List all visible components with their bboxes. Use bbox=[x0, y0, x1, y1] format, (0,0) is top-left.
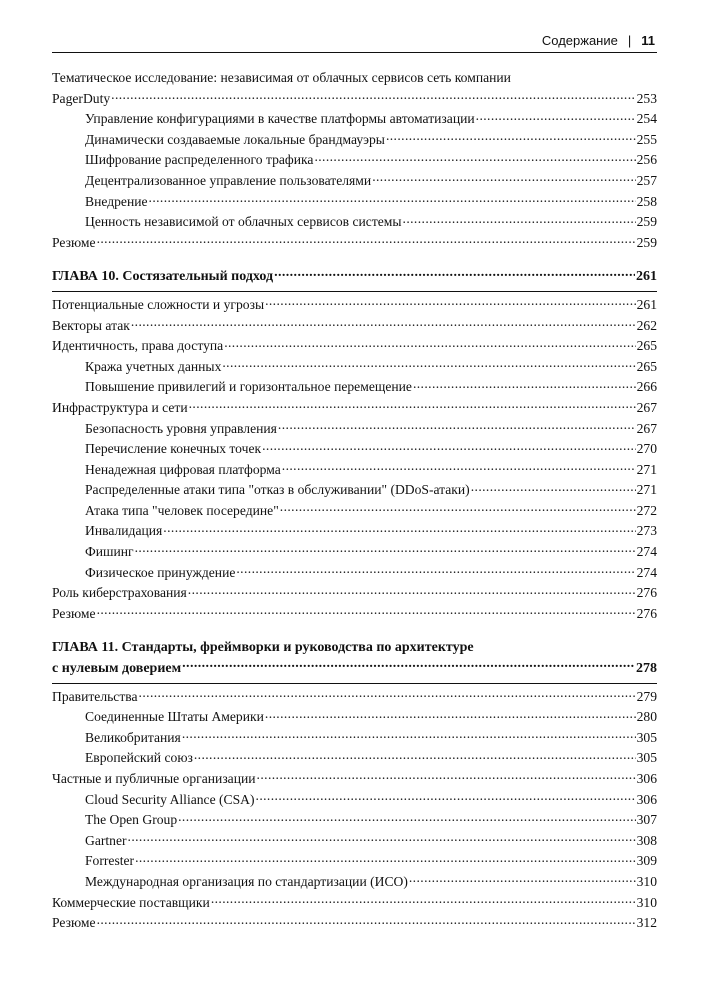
toc-entry-title: Идентичность, права доступа bbox=[52, 338, 224, 354]
leader-dots bbox=[188, 585, 636, 597]
toc-entry[interactable] bbox=[52, 212, 657, 233]
toc-page-number: 270 bbox=[636, 441, 657, 457]
toc-entry[interactable] bbox=[52, 810, 657, 831]
toc-entry[interactable] bbox=[52, 398, 657, 419]
leader-dots bbox=[194, 750, 636, 762]
leader-dots bbox=[403, 214, 636, 226]
toc-page-number: 265 bbox=[636, 338, 657, 354]
toc-entry[interactable] bbox=[52, 872, 657, 893]
toc-entry[interactable] bbox=[52, 769, 657, 790]
toc-entry-title: Распределенные атаки типа "отказ в обслуживании" (DDoS-атаки) bbox=[85, 482, 470, 498]
toc-entry[interactable] bbox=[52, 377, 657, 398]
toc-page-number: 267 bbox=[636, 420, 657, 436]
toc-entry[interactable] bbox=[52, 790, 657, 811]
toc-entry-title: Международная организация по стандартизации (ИСО) bbox=[85, 873, 408, 889]
toc-entry-title: Внедрение bbox=[85, 193, 148, 209]
toc-entry[interactable] bbox=[52, 542, 657, 563]
leader-dots bbox=[211, 895, 636, 907]
toc-page-number: 273 bbox=[636, 523, 657, 539]
toc-entry[interactable] bbox=[52, 316, 657, 337]
leader-dots bbox=[182, 660, 635, 672]
toc-entry-title: Соединенные Штаты Америки bbox=[85, 709, 264, 725]
leader-dots bbox=[135, 544, 636, 556]
toc-entry[interactable] bbox=[52, 109, 657, 130]
toc-entry-title: Инфраструктура и сети bbox=[52, 399, 188, 415]
toc-entry-title: The Open Group bbox=[85, 812, 178, 828]
leader-dots bbox=[471, 482, 636, 494]
leader-dots bbox=[265, 709, 636, 721]
toc-entry-summary[interactable] bbox=[52, 604, 657, 625]
toc-entry[interactable] bbox=[52, 521, 657, 542]
toc-entry[interactable] bbox=[52, 480, 657, 501]
header-separator: | bbox=[627, 33, 632, 48]
toc-page-number: 261 bbox=[636, 296, 657, 312]
leader-dots bbox=[224, 338, 635, 350]
running-header bbox=[52, 32, 657, 53]
toc-page-number: 253 bbox=[636, 90, 657, 106]
leader-dots bbox=[97, 606, 636, 618]
toc-entry-title: Векторы атак bbox=[52, 317, 130, 333]
toc-entry[interactable] bbox=[52, 851, 657, 872]
toc-entry[interactable] bbox=[52, 439, 657, 460]
toc-entry-title: Резюме bbox=[52, 915, 96, 931]
toc-entry[interactable] bbox=[52, 192, 657, 213]
leader-dots bbox=[97, 235, 636, 247]
table-of-contents bbox=[52, 68, 657, 934]
toc-page-number: 306 bbox=[636, 791, 657, 807]
leader-dots bbox=[149, 194, 636, 206]
toc-chapter-11[interactable] bbox=[52, 659, 657, 680]
toc-page-number: 256 bbox=[636, 152, 657, 168]
toc-entry-title: Роль киберстрахования bbox=[52, 585, 187, 601]
toc-entry[interactable] bbox=[52, 707, 657, 728]
leader-dots bbox=[182, 730, 636, 742]
leader-dots bbox=[278, 421, 636, 433]
toc-entry[interactable] bbox=[52, 130, 657, 151]
toc-page-number: 309 bbox=[636, 853, 657, 869]
toc-entry-title: Децентрализованное управление пользователями bbox=[85, 172, 372, 188]
leader-dots bbox=[111, 91, 635, 103]
toc-page-number: 305 bbox=[636, 729, 657, 745]
leader-dots bbox=[274, 268, 635, 280]
toc-entry-title: Фишинг bbox=[85, 544, 134, 560]
toc-entry[interactable] bbox=[52, 563, 657, 584]
toc-entry-title: Европейский союз bbox=[85, 750, 193, 766]
chapter-11-title-line1: ГЛАВА 11. Стандарты, фреймворки и руководства по архитектуре bbox=[52, 640, 474, 656]
toc-entry-title: Безопасность уровня управления bbox=[85, 420, 277, 436]
toc-entry-summary[interactable] bbox=[52, 233, 657, 254]
toc-entry[interactable] bbox=[52, 419, 657, 440]
toc-page-number: 255 bbox=[636, 131, 657, 147]
toc-page-number: 262 bbox=[636, 317, 657, 333]
toc-page-number: 259 bbox=[636, 214, 657, 230]
toc-page-number: 274 bbox=[636, 544, 657, 560]
toc-entry[interactable] bbox=[52, 336, 657, 357]
leader-dots bbox=[314, 152, 635, 164]
toc-chapter-10[interactable] bbox=[52, 267, 657, 288]
toc-entry-title: Резюме bbox=[52, 605, 96, 621]
toc-page-number: 312 bbox=[636, 915, 657, 931]
toc-entry[interactable] bbox=[52, 831, 657, 852]
chapter-title: с нулевым доверием bbox=[52, 661, 182, 677]
toc-page-number: 274 bbox=[636, 564, 657, 580]
toc-entry[interactable] bbox=[52, 150, 657, 171]
leader-dots bbox=[236, 565, 635, 577]
leader-dots bbox=[372, 173, 635, 185]
toc-entry-title: Gartner bbox=[85, 832, 127, 848]
toc-entry[interactable] bbox=[52, 583, 657, 604]
toc-page-number: 276 bbox=[636, 605, 657, 621]
toc-entry-title: Правительства bbox=[52, 688, 138, 704]
toc-entry-title: PagerDuty bbox=[52, 90, 111, 106]
toc-entry-title: Повышение привилегий и горизонтальное перемещение bbox=[85, 379, 412, 395]
toc-entry-title: Инвалидация bbox=[85, 523, 163, 539]
leader-dots bbox=[139, 689, 636, 701]
leader-dots bbox=[280, 503, 636, 515]
toc-page-number: 279 bbox=[636, 688, 657, 704]
toc-page-number: 259 bbox=[636, 234, 657, 250]
toc-entry-title: Перечисление конечных точек bbox=[85, 441, 262, 457]
toc-entry-title: Forrester bbox=[85, 853, 135, 869]
toc-page-number: 308 bbox=[636, 832, 657, 848]
toc-entry[interactable] bbox=[52, 728, 657, 749]
toc-page-number: 254 bbox=[636, 111, 657, 127]
leader-dots bbox=[476, 111, 636, 123]
toc-entry[interactable] bbox=[52, 171, 657, 192]
toc-page-number: 305 bbox=[636, 750, 657, 766]
toc-page-number: 307 bbox=[636, 812, 657, 828]
toc-entry[interactable] bbox=[52, 357, 657, 378]
toc-entry-summary[interactable] bbox=[52, 913, 657, 934]
toc-entry-title: Ненадежная цифровая платформа bbox=[85, 461, 281, 477]
toc-page-number: 271 bbox=[636, 461, 657, 477]
toc-page-number: 306 bbox=[636, 771, 657, 786]
leader-dots bbox=[256, 792, 636, 804]
toc-entry-title: Коммерческие поставщики bbox=[52, 894, 210, 910]
leader-dots bbox=[413, 379, 636, 391]
toc-entry-title: Управление конфигурациями в качестве платформы автоматизации bbox=[85, 111, 475, 127]
toc-page-number: 310 bbox=[636, 894, 657, 910]
toc-entry[interactable] bbox=[52, 748, 657, 769]
chapter-10-heading-block bbox=[52, 267, 657, 292]
leader-dots bbox=[178, 812, 635, 824]
toc-entry-case-study-line1: Тематическое исследование: независимая от облачных сервисов сеть компании bbox=[52, 70, 511, 85]
toc-entry-title: Потенциальные сложности и угрозы bbox=[52, 296, 265, 312]
toc-page-number: 257 bbox=[636, 172, 657, 188]
toc-entry-title: Шифрование распределенного трафика bbox=[85, 152, 314, 168]
toc-entry-case-study[interactable] bbox=[52, 89, 657, 110]
chapter-page-number: 261 bbox=[636, 269, 657, 285]
toc-entry-title: Ценность независимой от облачных сервисов системы bbox=[85, 214, 402, 230]
chapter-11-heading-block bbox=[52, 638, 657, 683]
toc-page-number: 267 bbox=[636, 399, 657, 415]
toc-entry-title: Великобритания bbox=[85, 729, 181, 745]
leader-dots bbox=[131, 318, 636, 330]
chapter-page-number: 278 bbox=[636, 661, 657, 677]
toc-entry[interactable] bbox=[52, 687, 657, 708]
header-page-number: 11 bbox=[641, 33, 655, 48]
leader-dots bbox=[262, 441, 636, 453]
toc-entry-title: Cloud Security Alliance (CSA) bbox=[85, 791, 255, 807]
toc-entry-title: Кража учетных данных bbox=[85, 358, 222, 374]
toc-page-number: 276 bbox=[636, 585, 657, 601]
leader-dots bbox=[189, 400, 636, 412]
toc-page-number: 265 bbox=[636, 358, 657, 374]
toc-page-number: 280 bbox=[636, 709, 657, 725]
toc-entry-title: Динамически создаваемые локальные брандмауэры bbox=[85, 131, 385, 147]
leader-dots bbox=[386, 132, 636, 144]
leader-dots bbox=[128, 833, 636, 845]
leader-dots bbox=[163, 523, 635, 535]
toc-entry[interactable] bbox=[52, 460, 657, 481]
toc-page-number: 258 bbox=[636, 193, 657, 209]
leader-dots bbox=[222, 359, 635, 371]
leader-dots bbox=[409, 874, 636, 886]
leader-dots bbox=[282, 462, 636, 474]
toc-page-number: 266 bbox=[636, 379, 657, 395]
toc-entry-title: Частные и публичные организации bbox=[52, 771, 256, 786]
header-section-title: Содержание bbox=[541, 33, 618, 48]
chapter-title: ГЛАВА 10. Состязательный подход bbox=[52, 269, 274, 285]
toc-entry[interactable] bbox=[52, 501, 657, 522]
leader-dots bbox=[265, 297, 636, 309]
toc-entry-title: Атака типа "человек посередине" bbox=[85, 502, 279, 518]
toc-entry[interactable] bbox=[52, 893, 657, 914]
toc-entry[interactable] bbox=[52, 295, 657, 316]
toc-entry-title: Резюме bbox=[52, 234, 96, 250]
toc-page-number: 272 bbox=[636, 502, 657, 518]
toc-page-number: 310 bbox=[636, 873, 657, 889]
toc-page-number: 271 bbox=[636, 482, 657, 498]
leader-dots bbox=[135, 853, 636, 865]
toc-entry-title: Физическое принуждение bbox=[85, 564, 236, 580]
leader-dots bbox=[257, 771, 636, 783]
leader-dots bbox=[97, 915, 636, 927]
